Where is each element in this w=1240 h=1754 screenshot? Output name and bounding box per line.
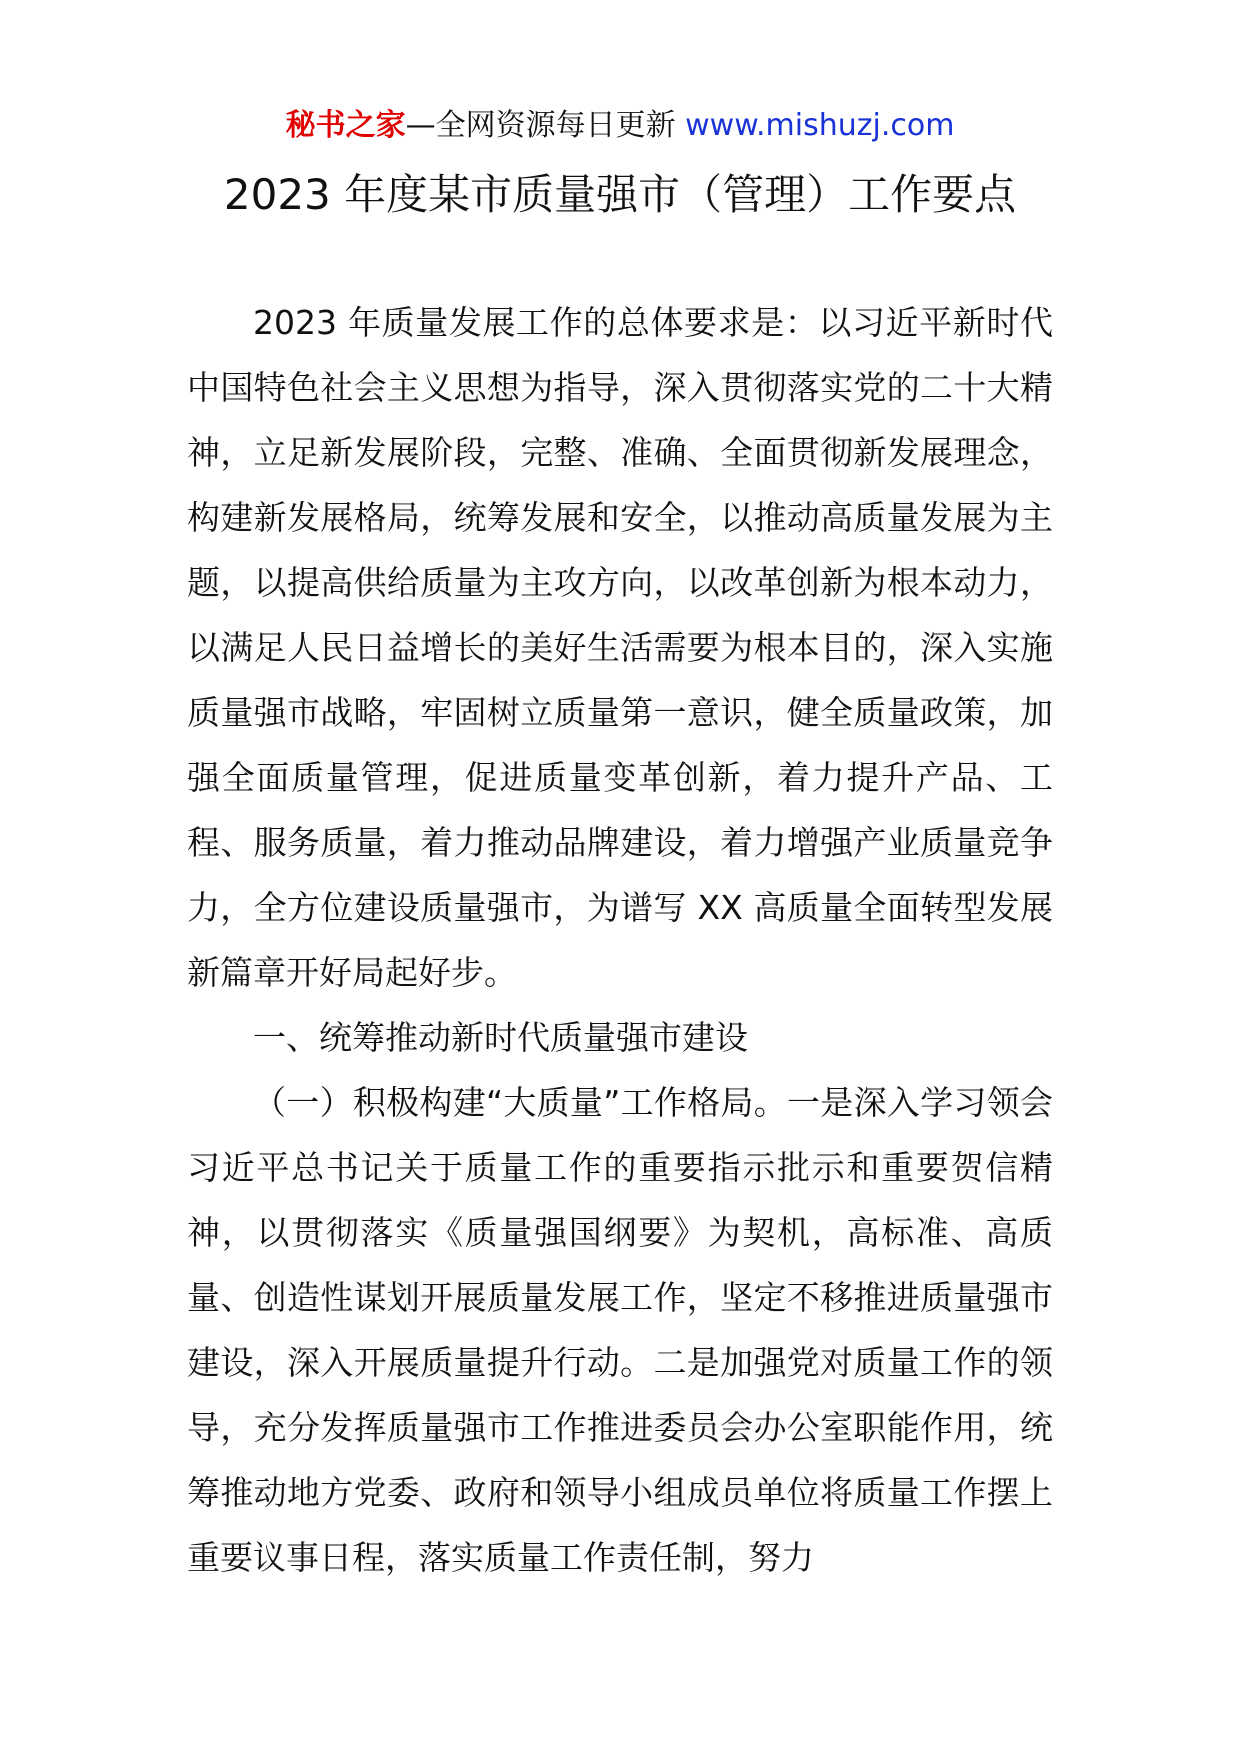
site-brand-name: 秘书之家 (285, 108, 406, 143)
site-tagline: —全网资源每日更新 (405, 108, 686, 143)
site-url-link[interactable]: www.mishuzj.com (685, 108, 955, 143)
paragraph-subsection-1: （一）积极构建“大质量”工作格局。一是深入学习领会习近平总书记关于质量工作的重要指示批示和重要贺信精神，以贯彻落实《质量强国纲要》为契机，高标准、高质量、创造性谋划开展质量发展工作，坚定不移推进质量强市建设，深入开展质量提升行动。二是加强党对质量工作的领导，充分发挥质量强市工作推进委员会办公室职能作用，统筹推动地方党委、政府和领导小组成员单位将质量工作摆上重要议事日程，落实质量工作责任制，努力 (187, 1083, 1053, 1577)
document-body (187, 290, 1053, 1590)
section-heading-1: 一、统筹推动新时代质量强市建设 (253, 1018, 748, 1057)
document-title: 2023 年度某市质量强市（管理）工作要点 (223, 170, 1017, 219)
site-watermark-header (0, 104, 1240, 148)
paragraph-general-requirements: 2023 年质量发展工作的总体要求是：以习近平新时代中国特色社会主义思想为指导，深入贯彻落实党的二十大精神，立足新发展阶段，完整、准确、全面贯彻新发展理念，构建新发展格局，统筹发展和安全，以推动高质量发展为主题，以提高供给质量为主攻方向，以改革创新为根本动力，以满足人民日益增长的美好生活需要为根本目的，深入实施质量强市战略，牢固树立质量第一意识，健全质量政策，加强全面质量管理，促进质量变革创新，着力提升产品、工程、服务质量，着力推动品牌建设，着力增强产业质量竞争力，全方位建设质量强市，为谱写 XX 高质量全面转型发展新篇章开好局起好步。 (187, 303, 1053, 992)
